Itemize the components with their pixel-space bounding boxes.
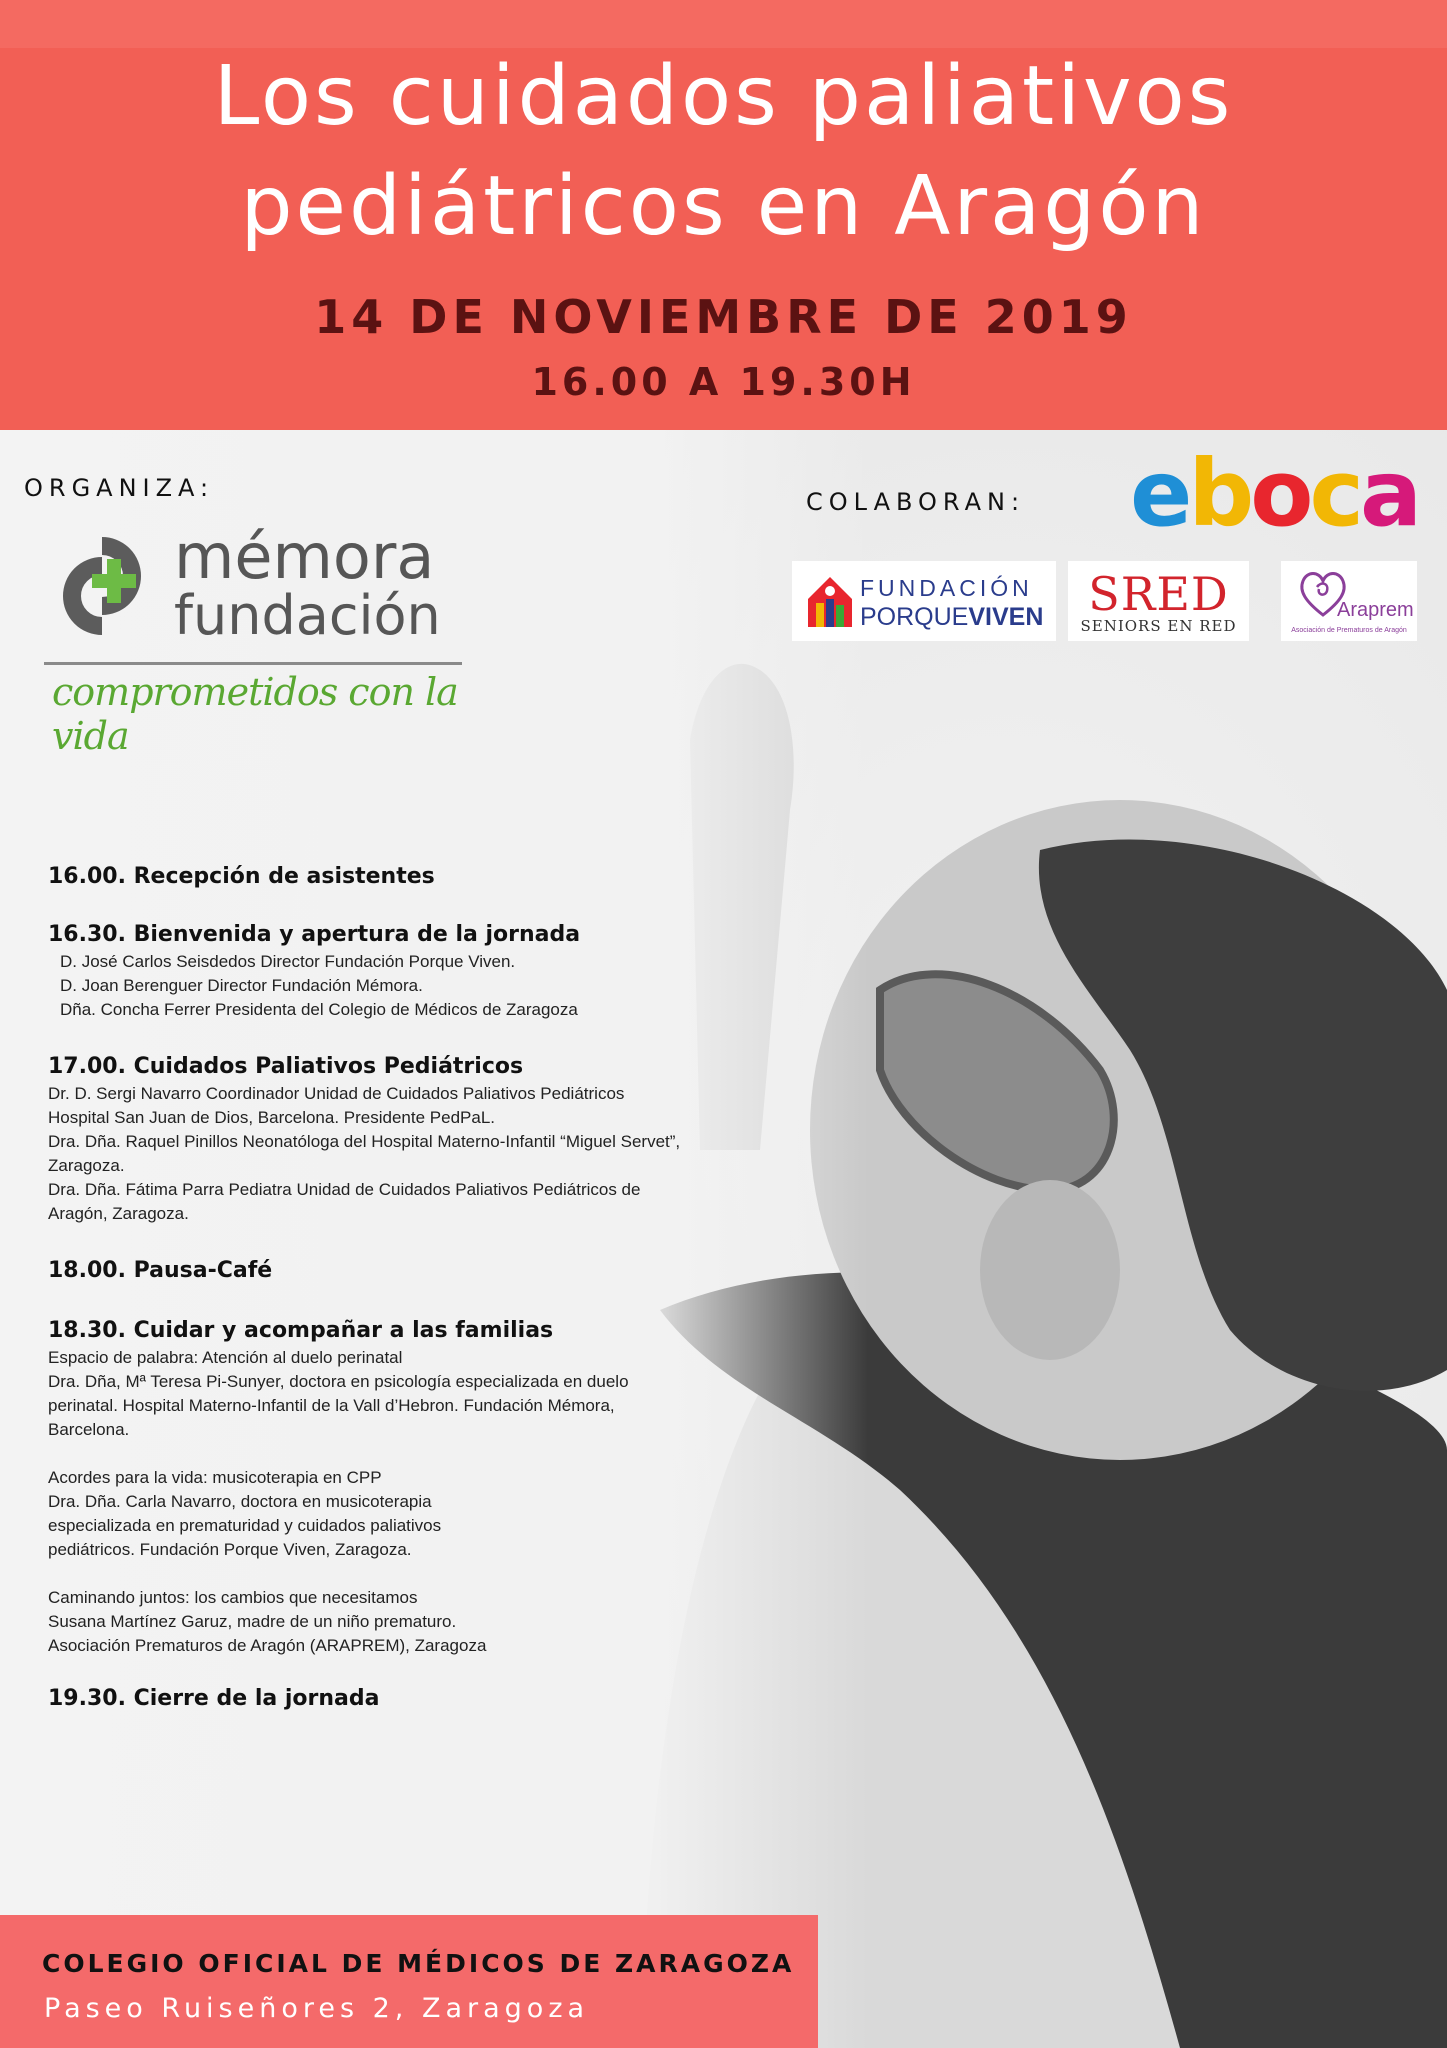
event-date: 14 DE NOVIEMBRE DE 2019 (314, 290, 1133, 344)
program-schedule (48, 862, 728, 1714)
program-item-heading: 19.30. Cierre de la jornada (48, 1686, 380, 1711)
porqueviven-line2a: PORQUE (860, 603, 969, 631)
memora-tagline: comprometidos con la vida (52, 670, 458, 758)
eboca-logo (1130, 440, 1418, 547)
page-title-line1: Los cuidados paliativos (213, 49, 1234, 144)
sred-main: SRED (1088, 567, 1229, 621)
program-item-heading: 16.00. Recepción de asistentes (48, 864, 435, 889)
program-item (48, 920, 728, 1022)
araprem-name: Araprem (1337, 599, 1414, 621)
venue-address: Paseo Ruiseñores 2, Zaragoza (44, 1993, 590, 2024)
program-item (48, 1256, 728, 1286)
araprem-sub: Asociación de Prematuros de Aragón (1291, 627, 1407, 634)
program-item-heading: 18.30. Cuidar y acompañar a las familias (48, 1318, 554, 1343)
page-title-line2: pediátricos en Aragón (240, 159, 1207, 254)
araprem-logo (1281, 561, 1417, 641)
sred-logo (1068, 561, 1249, 641)
program-item (48, 1684, 728, 1714)
eboca-letter: o (1250, 440, 1310, 547)
venue-footer (0, 1915, 818, 2048)
memora-divider (44, 662, 462, 665)
venue-name: COLEGIO OFICIAL DE MÉDICOS DE ZARAGOZA (42, 1949, 795, 1978)
fundacion-porque-viven-logo (792, 561, 1056, 641)
program-item-text: Espacio de palabra: Atención al duelo perinatal Dra. Dña, Mª Teresa Pi-Sunyer, doctora en psicología especializada en duelo perinatal. Hospital Materno-Infantil de la Vall d’Hebron. Fundación Mémora, Barcelona. Acordes para la vida: musicoterapia en CPP Dra. Dña. Carla Navarro, doctora en musicoterapia especializada en prematuridad y cuidados paliativos pediátricos. Fundación Porque Viven, Zaragoza. Caminando juntos: los cambios que necesitamos Susana Martínez Garuz, madre de un niño prematuro. Asociación Prematuros de Aragón (ARAPREM), Zaragoza (48, 1348, 629, 1655)
eboca-letter: c (1309, 440, 1361, 547)
program-item (48, 1316, 728, 1658)
porqueviven-line2 (860, 603, 1043, 632)
house-icon (804, 573, 856, 629)
sred-sub: SENIORS EN RED (1080, 617, 1237, 635)
program-item-heading: 17.00. Cuidados Paliativos Pediátricos (48, 1054, 524, 1079)
memora-fundacion-logo (44, 520, 464, 758)
porqueviven-line1: FUNDACIÓN (860, 575, 1033, 601)
program-item (48, 862, 728, 892)
header-banner (0, 0, 1447, 430)
program-item-heading: 16.30. Bienvenida y apertura de la jornada (48, 922, 581, 947)
memora-logo-line1: mémora (174, 520, 435, 593)
program-item-text: Dr. D. Sergi Navarro Coordinador Unidad de Cuidados Paliativos Pediátricos Hospital San Juan de Dios, Barcelona. Presidente PedPaL. Dra. Dña. Raquel Pinillos Neonatóloga del Hospital Materno-Infantil “Miguel Servet”, Zaragoza. Dra. Dña. Fátima Parra Pediatra Unidad de Cuidados Paliativos Pediátricos de Aragón, Zaragoza. (48, 1084, 681, 1223)
memora-logo-line2: fundación (174, 584, 441, 647)
porqueviven-line2b: VIVEN (968, 603, 1044, 631)
event-time: 16.00 A 19.30H (531, 360, 916, 404)
organiza-label: ORGANIZA: (24, 474, 215, 502)
program-item-text: D. José Carlos Seisdedos Director Fundación Porque Viven. D. Joan Berenguer Director Fundación Mémora. Dña. Concha Ferrer Presidenta del Colegio de Médicos de Zaragoza (60, 952, 578, 1019)
program-item (48, 1052, 728, 1226)
eboca-letter: b (1188, 440, 1251, 547)
memora-mark-icon (44, 524, 174, 644)
header-top-strip (0, 0, 1447, 48)
colaboran-label: COLABORAN: (806, 488, 1026, 516)
program-item-heading: 18.00. Pausa-Café (48, 1258, 273, 1283)
eboca-letter: a (1360, 440, 1419, 547)
eboca-letter: e (1130, 440, 1189, 547)
